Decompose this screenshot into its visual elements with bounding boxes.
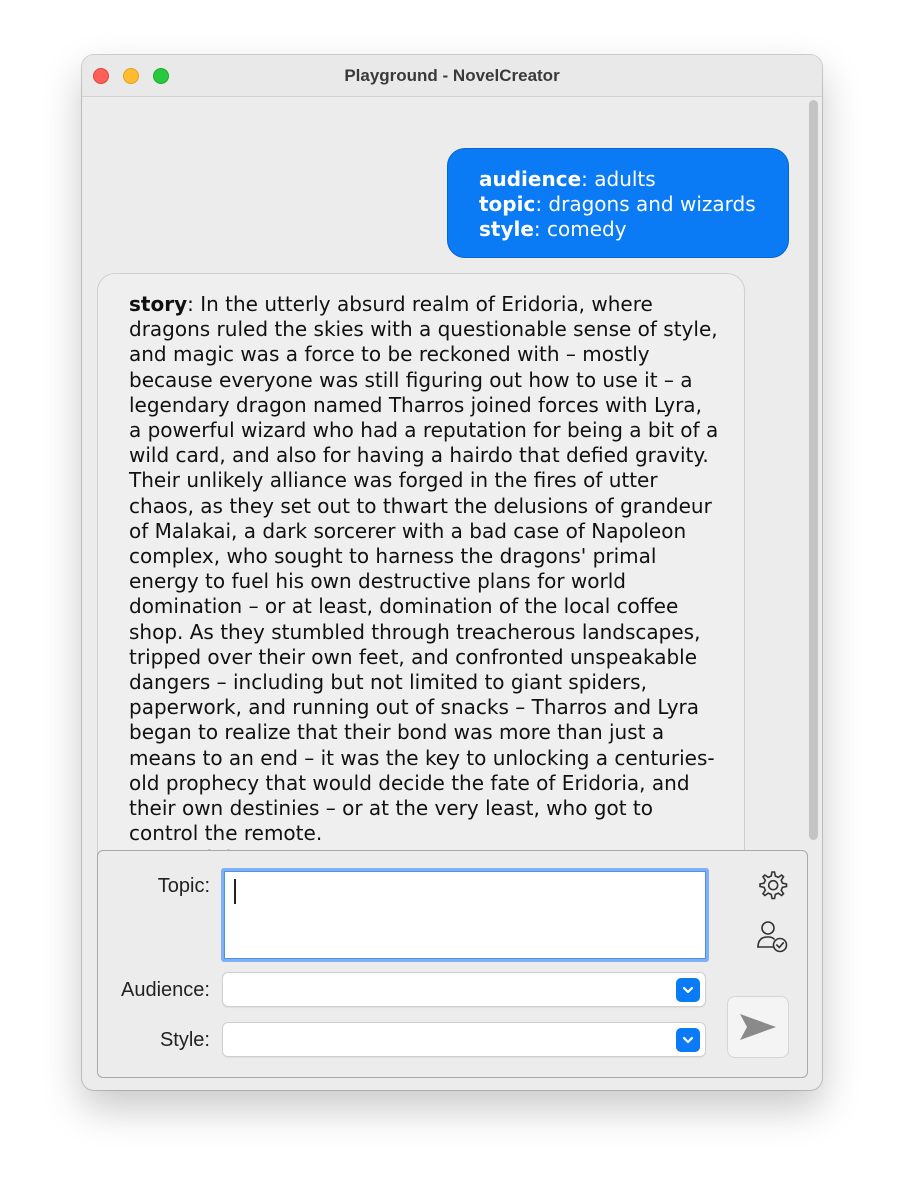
story-text: story: In the utterly absurd realm of Eridoria, where dragons ruled the skies with a questionable sense of style, and magic was a force to be reckoned with – mostly because everyone was still figuring out how to use it – a legendary dragon named Tharros joined forces with Lyra, a powerful wizard who had a reputation for being a bit of a wild card, and also for having a hairdo that defied gravity. Their unlikely alliance was forged in the fires of utter chaos, as they set out to thwart the delusions of grandeur of Malakai, a dark sorcerer with a bad case of Napoleon complex, who sought to harness the dragons' primal energy to fuel his own destructive plans for world domination – or at least, domination of the local coffee shop. As they stumbled through treacherous landscapes, tripped over their own feet, and confronted unspeakable dangers – including but not limited to giant spiders, paperwork, and running out of snacks – Tharros and Lyra began to realize that their bond was more than just a means to an end – it was the key to unlocking a centuries-old prophecy that would decide the fate of Eridoria, and their own destinies – or at the very least, who got to control the remote. xyxy=(129,292,719,846)
send-button[interactable] xyxy=(727,996,789,1058)
chevron-down-icon[interactable] xyxy=(676,978,700,1002)
window-title: Playground - NovelCreator xyxy=(344,66,560,85)
audience-select[interactable] xyxy=(222,972,706,1007)
topic-label: Topic: xyxy=(157,875,210,897)
user-message-line: style: comedy xyxy=(479,217,627,241)
chat-scrollbar[interactable] xyxy=(806,98,820,843)
app-window xyxy=(82,55,822,1090)
style-label: Style: xyxy=(159,1029,210,1051)
user-message-line: audience: adults xyxy=(479,167,656,191)
assistant-message-bubble xyxy=(97,273,745,886)
topic-input[interactable] xyxy=(221,868,709,962)
chat-area[interactable] xyxy=(82,98,822,846)
text-caret xyxy=(234,879,236,904)
gear-icon[interactable] xyxy=(754,867,790,903)
input-form xyxy=(97,850,808,1078)
style-select[interactable] xyxy=(222,1022,706,1057)
send-icon xyxy=(738,1011,778,1043)
user-message-line: topic: dragons and wizards xyxy=(479,192,756,216)
scroll-thumb[interactable] xyxy=(809,100,818,840)
user-message-bubble xyxy=(447,148,789,258)
title-bar[interactable] xyxy=(82,55,822,97)
audience-label: Audience: xyxy=(121,979,210,1001)
user-check-icon[interactable] xyxy=(754,917,790,955)
chevron-down-icon[interactable] xyxy=(676,1028,700,1052)
